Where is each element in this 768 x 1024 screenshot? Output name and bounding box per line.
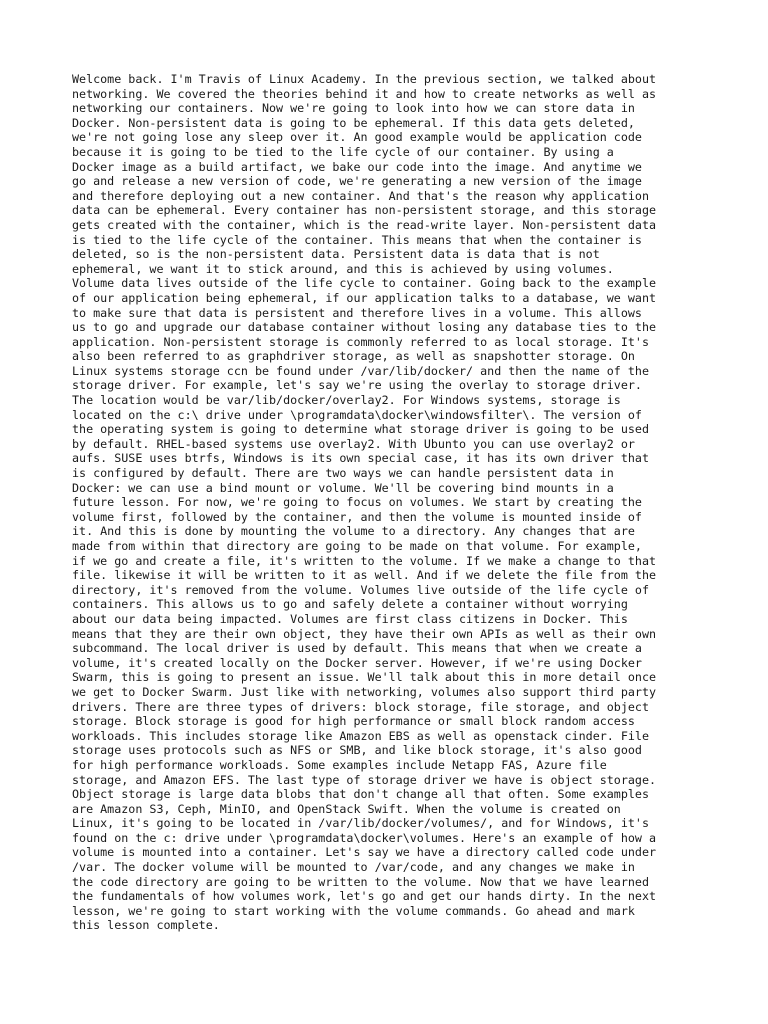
transcript-line: it. And this is done by mounting the volume to a directory. Any changes that are bbox=[72, 524, 635, 539]
transcript-line: are Amazon S3, Ceph, MinIO, and OpenStack Swift. When the volume is created on bbox=[72, 801, 621, 816]
transcript-line: if we go and create a file, it's written to the volume. If we make a change to that bbox=[72, 553, 657, 568]
transcript-line: storage uses protocols such as NFS or SMB, and like block storage, it's also good bbox=[72, 743, 642, 758]
transcript-line: future lesson. For now, we're going to focus on volumes. We start by creating the bbox=[72, 495, 642, 510]
transcript-line: The location would be var/lib/docker/overlay2. For Windows systems, storage is bbox=[72, 393, 621, 408]
transcript-line: storage. Block storage is good for high performance or small block random access bbox=[72, 714, 635, 729]
transcript-line: volume first, followed by the container, and then the volume is mounted inside of bbox=[72, 509, 642, 524]
transcript-line: go and release a new version of code, we're generating a new version of the image bbox=[72, 174, 642, 189]
transcript-text bbox=[72, 72, 702, 933]
transcript-line: aufs. SUSE uses btrfs, Windows is its own special case, it has its own driver that bbox=[72, 451, 649, 466]
transcript-line: is tied to the life cycle of the container. This means that when the container is bbox=[72, 232, 642, 247]
transcript-line: we're not going lose any sleep over it. An good example would be application code bbox=[72, 130, 642, 145]
transcript-line: and therefore deploying out a new container. And that's the reason why application bbox=[72, 188, 649, 203]
transcript-line: Linux systems storage ccn be found under /var/lib/docker/ and then the name of the bbox=[72, 363, 649, 378]
transcript-line: lesson, we're going to start working with the volume commands. Go ahead and mark bbox=[72, 903, 635, 918]
transcript-line: of our application being ephemeral, if our application talks to a database, we want bbox=[72, 290, 657, 305]
transcript-line: found on the c: drive under \programdata\docker\volumes. Here's an example of how a bbox=[72, 830, 657, 845]
transcript-line: volume, it's created locally on the Docker server. However, if we're using Docker bbox=[72, 655, 642, 670]
transcript-line: containers. This allows us to go and safely delete a container without worrying bbox=[72, 597, 628, 612]
transcript-line: also been referred to as graphdriver storage, as well as snapshotter storage. On bbox=[72, 349, 635, 364]
transcript-line: /var. The docker volume will be mounted to /var/code, and any changes we make in bbox=[72, 860, 635, 875]
transcript-line: workloads. This includes storage like Amazon EBS as well as openstack cinder. File bbox=[72, 728, 649, 743]
transcript-line: Welcome back. I'm Travis of Linux Academy. In the previous section, we talked about bbox=[72, 72, 657, 86]
transcript-line: about our data being impacted. Volumes are first class citizens in Docker. This bbox=[72, 611, 628, 626]
transcript-line: we get to Docker Swarm. Just like with networking, volumes also support third party bbox=[72, 684, 657, 699]
transcript-line: the code directory are going to be written to the volume. Now that we have learned bbox=[72, 874, 649, 889]
transcript-line: gets created with the container, which is the read-write layer. Non-persistent data bbox=[72, 217, 657, 232]
transcript-line: located on the c:\ drive under \programdata\docker\windowsfilter\. The version of bbox=[72, 407, 642, 422]
transcript-line: file. likewise it will be written to it as well. And if we delete the file from the bbox=[72, 568, 657, 583]
transcript-line: the operating system is going to determine what storage driver is going to be used bbox=[72, 422, 649, 437]
transcript-line: application. Non-persistent storage is commonly referred to as local storage. It's bbox=[72, 334, 649, 349]
transcript-line: data can be ephemeral. Every container has non-persistent storage, and this storage bbox=[72, 203, 657, 218]
transcript-line: Volume data lives outside of the life cycle to container. Going back to the example bbox=[72, 276, 657, 291]
transcript-line: because it is going to be tied to the life cycle of our container. By using a bbox=[72, 144, 614, 159]
transcript-line: drivers. There are three types of drivers: block storage, file storage, and object bbox=[72, 699, 649, 714]
transcript-line: subcommand. The local driver is used by default. This means that when we create a bbox=[72, 641, 642, 656]
transcript-line: to make sure that data is persistent and therefore lives in a volume. This allows bbox=[72, 305, 642, 320]
transcript-line: is configured by default. There are two ways we can handle persistent data in bbox=[72, 466, 614, 481]
transcript-line: for high performance workloads. Some examples include Netapp FAS, Azure file bbox=[72, 757, 607, 772]
transcript-line: networking. We covered the theories behind it and how to create networks as well as bbox=[72, 86, 657, 101]
transcript-line: Docker image as a build artifact, we bake our code into the image. And anytime we bbox=[72, 159, 642, 174]
transcript-line: ephemeral, we want it to stick around, and this is achieved by using volumes. bbox=[72, 261, 614, 276]
transcript-line: storage, and Amazon EFS. The last type of storage driver we have is object storage. bbox=[72, 772, 657, 787]
transcript-line: means that they are their own object, they have their own APIs as well as their own bbox=[72, 626, 657, 641]
transcript-line: this lesson complete. bbox=[72, 918, 220, 933]
transcript-line: directory, it's removed from the volume. Volumes live outside of the life cycle of bbox=[72, 582, 649, 597]
transcript-line: Swarm, this is going to present an issue. We'll talk about this in more detail once bbox=[72, 670, 657, 685]
transcript-line: storage driver. For example, let's say we're using the overlay to storage driver. bbox=[72, 378, 642, 393]
transcript-line: Object storage is large data blobs that don't change all that often. Some examples bbox=[72, 787, 649, 802]
transcript-line: us to go and upgrade our database container without losing any database ties to the bbox=[72, 320, 657, 335]
transcript-line: deleted, so is the non-persistent data. Persistent data is data that is not bbox=[72, 247, 600, 262]
transcript-line: Docker: we can use a bind mount or volume. We'll be covering bind mounts in a bbox=[72, 480, 614, 495]
transcript-line: Docker. Non-persistent data is going to be ephemeral. If this data gets deleted, bbox=[72, 115, 635, 130]
transcript-line: volume is mounted into a container. Let's say we have a directory called code under bbox=[72, 845, 657, 860]
transcript-line: Linux, it's going to be located in /var/lib/docker/volumes/, and for Windows, it's bbox=[72, 816, 649, 831]
transcript-line: networking our containers. Now we're going to look into how we can store data in bbox=[72, 101, 635, 116]
transcript-line: by default. RHEL-based systems use overlay2. With Ubunto you can use overlay2 or bbox=[72, 436, 635, 451]
transcript-line: the fundamentals of how volumes work, let's go and get our hands dirty. In the next bbox=[72, 889, 657, 904]
transcript-line: made from within that directory are going to be made on that volume. For example, bbox=[72, 539, 642, 553]
